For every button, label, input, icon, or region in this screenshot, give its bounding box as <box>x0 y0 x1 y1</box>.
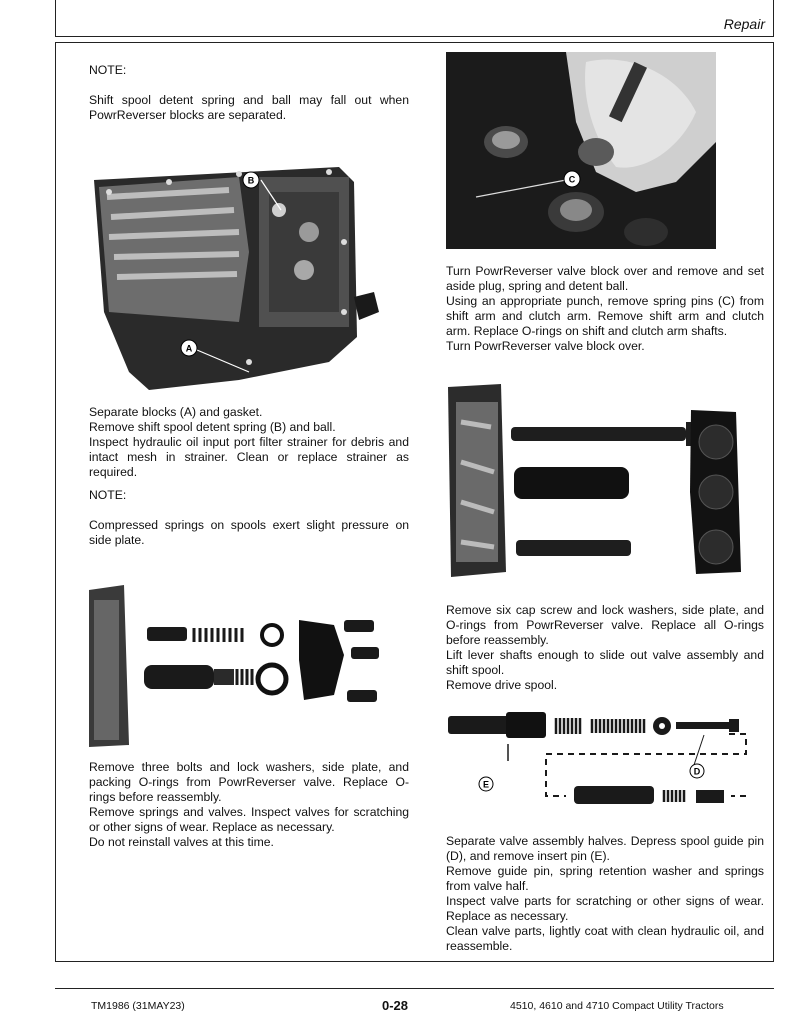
doc-id: TM1986 (31MAY23) <box>91 1000 185 1012</box>
step-text: Turn PowrReverser valve block over and remove and set aside plug, spring and detent ball. <box>446 264 764 293</box>
callout-d: D <box>693 766 701 777</box>
note-text: Shift spool detent spring and ball may fall out when PowrReverser blocks are separated. <box>89 93 409 122</box>
page-number: 0-28 <box>382 998 409 1013</box>
photo-side-plate-spools <box>446 382 746 580</box>
step-text: Remove three bolts and lock washers, side plate, and packing O-rings from PowrReverser valve. Replace O-rings before reassembly. <box>89 760 409 804</box>
step-text: Remove drive spool. <box>446 678 558 692</box>
note-text: Compressed springs on spools exert slight pressure on side plate. <box>89 518 409 547</box>
step-text: Using an appropriate punch, remove spring pins (C) from shift arm and clutch arm. Remove shift arm and clutch arm. Replace O-rings on shift and clutch arm shafts. <box>446 294 764 338</box>
step-text: Separate valve assembly halves. Depress spool guide pin (D), and remove insert pin (E). <box>446 834 764 863</box>
instructions-side-plate <box>446 603 764 693</box>
note-label: NOTE: <box>89 63 127 77</box>
instructions-valve-halves <box>446 834 764 954</box>
instructions-remove-bolts <box>89 760 409 850</box>
footer-divider <box>55 988 774 989</box>
note-label: NOTE: <box>89 488 127 502</box>
callout-a: A <box>185 343 193 354</box>
step-text: Remove six cap screw and lock washers, side plate, and O-rings from PowrReverser valve. Replace all O-rings before reassembly. <box>446 603 764 647</box>
page-header <box>55 0 774 37</box>
step-text: Do not reinstall valves at this time. <box>89 835 274 849</box>
photo-separated-blocks <box>89 162 389 394</box>
step-text: Remove guide pin, spring retention washer and springs from valve half. <box>446 864 764 893</box>
step-text: Remove shift spool detent spring (B) and ball. <box>89 420 336 434</box>
callout-b: B <box>247 175 255 186</box>
step-text: Clean valve parts, lightly coat with clean hydraulic oil, and reassemble. <box>446 924 764 953</box>
step-text: Separate blocks (A) and gasket. <box>89 405 263 419</box>
note-1 <box>89 63 409 123</box>
section-title: Repair <box>723 16 765 32</box>
photo-hand-spring-pins <box>446 52 716 249</box>
step-text: Remove springs and valves. Inspect valves for scratching or other signs of wear. Replace as necessary. <box>89 805 409 834</box>
step-text: Inspect hydraulic oil input port filter strainer for debris and intact mesh in strainer. Clean or replace strainer as required. <box>89 435 409 479</box>
step-text: Lift lever shafts enough to slide out valve assembly and shift spool. <box>446 648 764 677</box>
step-text: Inspect valve parts for scratching or other signs of wear. Replace as necessary. <box>446 894 764 923</box>
step-text: Turn PowrReverser valve block over. <box>446 339 645 353</box>
diagram-valve-assembly <box>446 706 751 811</box>
callout-e: E <box>482 779 490 790</box>
manual-title: 4510, 4610 and 4710 Compact Utility Tractors <box>510 1000 724 1012</box>
instructions-spring-pins <box>446 264 764 354</box>
photo-valves-springs <box>89 585 389 747</box>
callout-c: C <box>568 174 576 185</box>
instructions-separate-blocks <box>89 405 409 548</box>
